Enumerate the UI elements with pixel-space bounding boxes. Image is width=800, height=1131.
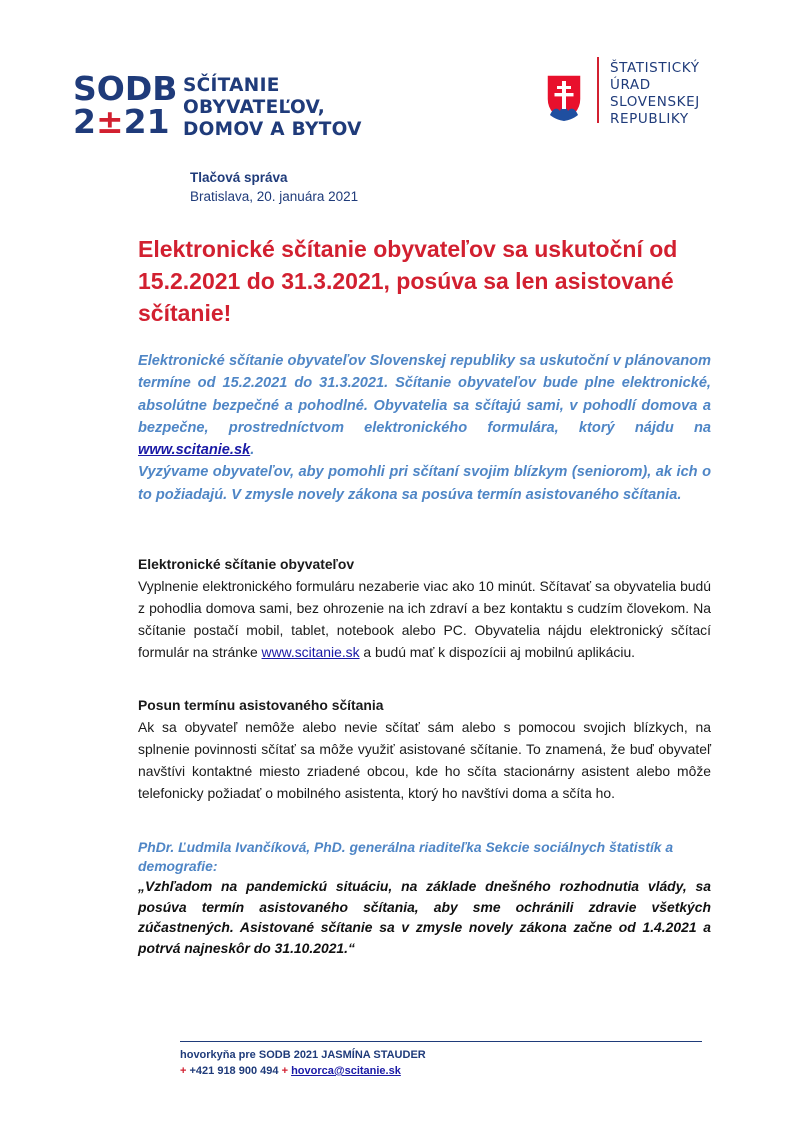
statistical-office-name: [610, 60, 700, 128]
press-label: Tlačová správa: [190, 170, 288, 185]
logo-caption-line2: OBYVATEĽOV,: [183, 97, 326, 118]
lead-link-scitanie[interactable]: www.scitanie.sk: [138, 442, 251, 459]
press-info: [190, 168, 358, 206]
logo-caption-line3: DOMOV A BYTOV: [183, 119, 362, 140]
logo-caption-line1: SČÍTANIE: [183, 75, 280, 96]
sodb-logo-mark: [73, 69, 178, 141]
office-line4: REPUBLIKY: [610, 111, 689, 127]
quote-author: PhDr. Ľudmila Ivančíková, PhD. generálna riaditeľka Sekcie sociálnych štatistík a demografie:: [138, 839, 674, 874]
section-assisted-census: [138, 694, 711, 804]
office-line1: ŠTATISTICKÝ: [610, 60, 700, 76]
office-line2: ÚRAD: [610, 77, 651, 93]
lead-p1-end: .: [250, 442, 255, 459]
office-divider: [597, 57, 599, 123]
section2-heading: Posun termínu asistovaného sčítania: [138, 697, 384, 713]
headline: Elektronické sčítanie obyvateľov sa uskutoční od 15.2.2021 do 31.3.2021, posúva sa len asistované sčítanie!: [138, 236, 678, 326]
footer-email-link[interactable]: hovorca@scitanie.sk: [291, 1065, 401, 1077]
lead-paragraph: [138, 350, 711, 506]
section-electronic-census: [138, 553, 711, 663]
footer-contact-line: [180, 1063, 426, 1079]
logo-caption: [183, 75, 362, 141]
logo-row-1: SODB: [73, 69, 178, 108]
quote-text: „Vzhľadom na pandemickú situáciu, na základe dnešného rozhodnutia vlády, sa posúva termín asistovaného sčítania, aby sme ochránili zdravie všetkých zúčastnených. Asistované sčítanie sa v zmysle novely zákona začne od 1.4.2021 a potrvá najneskôr do 31.10.2021.“: [138, 878, 711, 956]
logo-plusminus: ±: [95, 102, 124, 141]
footer-divider: [180, 1041, 702, 1042]
section1-text: Vyplnenie elektronického formuláru nezaberie viac ako 10 minút. Sčítavať sa obyvatelia budú z pohodlia domova sami, bez ohrozenie na ich zdraví a bez kontaktu s cudzím človekom. Na sčítanie postačí mobil, tablet, notebook alebo PC. Obyvatelia nájdu elektronický sčítací formulár na stránke: [138, 578, 711, 660]
press-place-date: Bratislava, 20. januára 2021: [190, 189, 359, 204]
section1-heading: Elektronické sčítanie obyvateľov: [138, 556, 355, 572]
footer-plus-1: +: [180, 1065, 187, 1077]
lead-p1: [138, 350, 711, 461]
logo-digit-2: 2: [73, 102, 96, 141]
logo-digits-21: 21: [123, 102, 170, 141]
logo-row-2: [73, 102, 177, 141]
quote-block: [138, 838, 711, 958]
footer-phone: +421 918 900 494: [186, 1065, 282, 1077]
section2-text: Ak sa obyvateľ nemôže alebo nevie sčítať sám alebo s pomocou svojich blízkych, na splnenie povinnosti sčítať sa môže využiť asistované sčítanie. To znamená, že buď obyvateľ navštívi kontaktné miesto zriadené obcou, kde ho sčíta stacionárny asistent alebo môže telefonicky požiadať o mobilného asistenta, ktorý ho navštívi doma a sčíta ho.: [138, 719, 711, 801]
coat-of-arms-icon: [545, 73, 583, 123]
footer-spokesperson: hovorkyňa pre SODB 2021 JASMÍNA STAUDER: [180, 1049, 426, 1061]
footer-plus-2: +: [281, 1065, 288, 1077]
lead-p2: Vyzývame obyvateľov, aby pomohli pri sčítaní svojim blízkym (seniorom), ak ich o to požiadajú. V zmysle novely zákona sa posúva termín asistovaného sčítania.: [138, 464, 711, 503]
section1-link-scitanie[interactable]: www.scitanie.sk: [261, 644, 360, 660]
footer-contact: [180, 1047, 426, 1079]
section1-text-end: a budú mať k dispozícii aj mobilnú aplikáciu.: [359, 644, 636, 660]
office-line3: SLOVENSKEJ: [610, 94, 700, 110]
lead-p1-text: Elektronické sčítanie obyvateľov Slovenskej republiky sa uskutoční v plánovanom termíne od 15.2.2021 do 31.3.2021. Sčítanie obyvateľov bude plne elektronické, absolútne bezpečné a pohodlné. Obyvatelia sa sčítajú sami, v pohodlí domova a bezpečne, prostredníctvom elektronického formulára, ktorý nájdu na: [138, 353, 711, 436]
